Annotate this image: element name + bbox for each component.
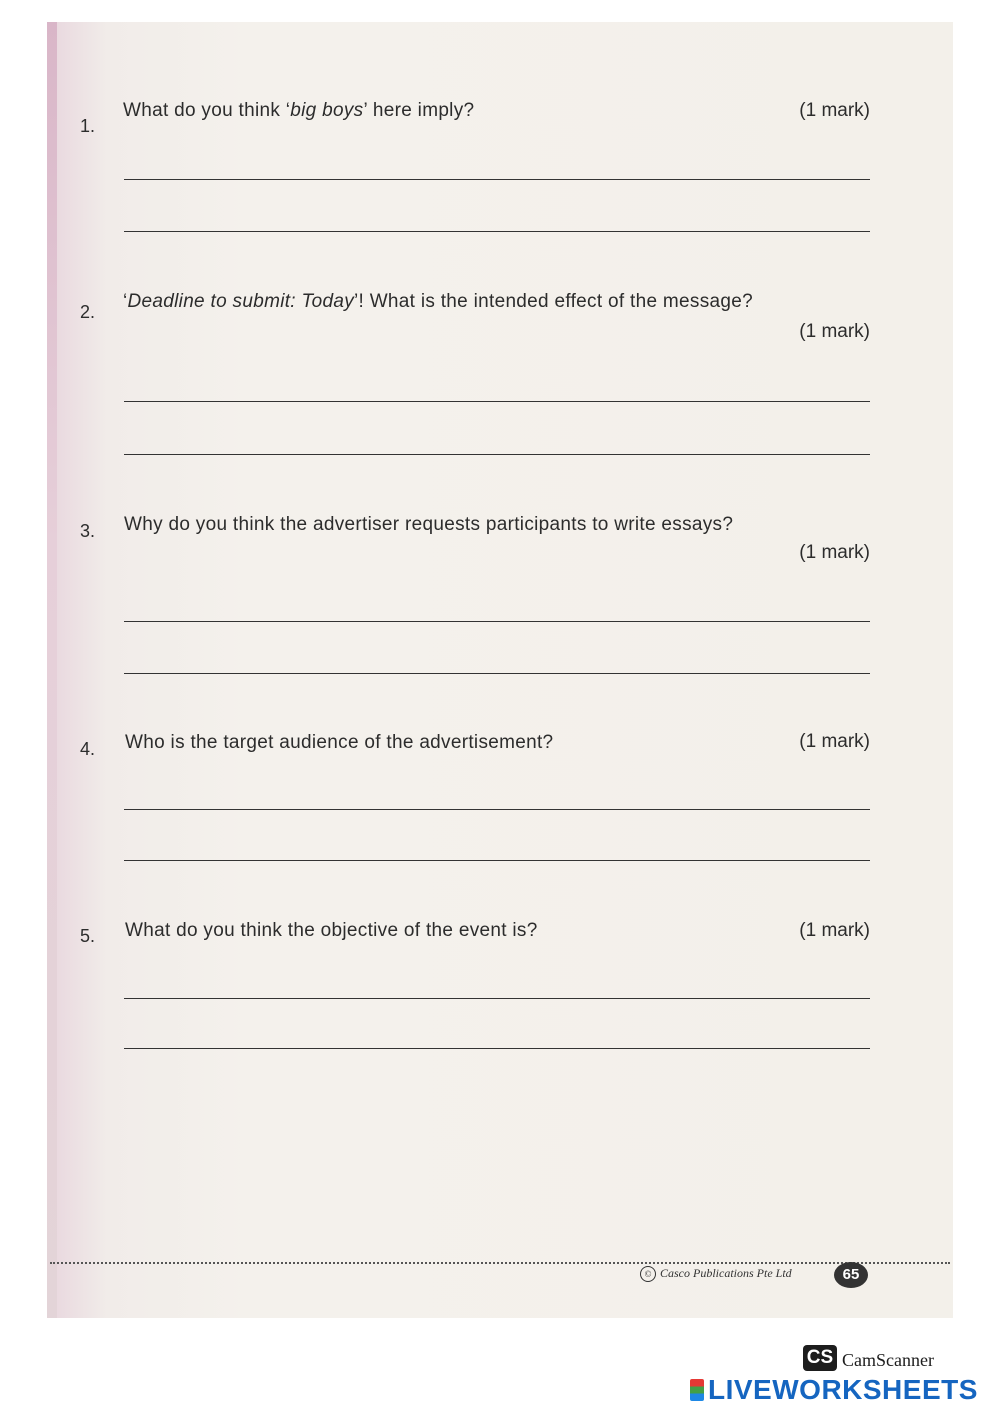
question-5-number: 5. <box>80 926 96 946</box>
question-5-mark: (1 mark) <box>799 920 870 941</box>
question-3-answer-line-1[interactable] <box>124 621 870 622</box>
question-5-answer-line-1[interactable] <box>124 998 870 999</box>
footer-dotted-rule <box>50 1262 950 1264</box>
question-5-text: What do you think the objective of the event is? <box>125 920 538 941</box>
question-3-number: 3. <box>80 521 96 541</box>
copyright-icon: © <box>640 1266 656 1282</box>
question-4-mark: (1 mark) <box>799 731 870 752</box>
worksheet-page <box>47 22 953 1318</box>
question-1-number: 1. <box>80 116 96 136</box>
question-2-mark: (1 mark) <box>799 321 870 342</box>
question-2-text-c: ’! What is the intended effect of the message? <box>354 291 753 312</box>
question-1-text-a: What do you think ‘ <box>123 100 291 121</box>
camscanner-label: CamScanner <box>842 1350 934 1370</box>
publisher-name: Casco Publications Pte Ltd <box>660 1266 792 1280</box>
question-1-text-b: big boys <box>290 100 364 121</box>
question-2-answer-line-1[interactable] <box>124 401 870 402</box>
question-5-answer-line-2[interactable] <box>124 1048 870 1049</box>
liveworksheets-logo <box>690 1374 978 1404</box>
question-2-answer-line-2[interactable] <box>124 454 870 455</box>
question-3-mark: (1 mark) <box>799 542 870 563</box>
question-2-text-a: ‘ <box>123 291 128 312</box>
question-4-answer-line-2[interactable] <box>124 860 870 861</box>
question-4-text: Who is the target audience of the advertisement? <box>125 732 554 753</box>
liveworksheets-icon <box>690 1379 704 1401</box>
question-2-text <box>123 291 753 313</box>
question-3-answer-line-2[interactable] <box>124 673 870 674</box>
page-binding-edge <box>47 22 57 1318</box>
liveworksheets-label: LIVEWORKSHEETS <box>708 1374 978 1405</box>
question-1-answer-line-2[interactable] <box>124 231 870 232</box>
question-1-text-c: ’ here imply? <box>363 100 475 121</box>
camscanner-logo-icon: CS <box>803 1345 837 1371</box>
question-1-mark: (1 mark) <box>799 100 870 121</box>
question-1-text <box>123 100 474 122</box>
footer-publisher <box>640 1266 792 1282</box>
question-1-answer-line-1[interactable] <box>124 179 870 180</box>
question-2-number: 2. <box>80 302 96 322</box>
question-4-answer-line-1[interactable] <box>124 809 870 810</box>
question-2-text-b: Deadline to submit: Today <box>127 291 355 312</box>
page-number-badge: 65 <box>834 1262 868 1288</box>
question-3-text: Why do you think the advertiser requests participants to write essays? <box>124 514 734 535</box>
question-4-number: 4. <box>80 739 96 759</box>
